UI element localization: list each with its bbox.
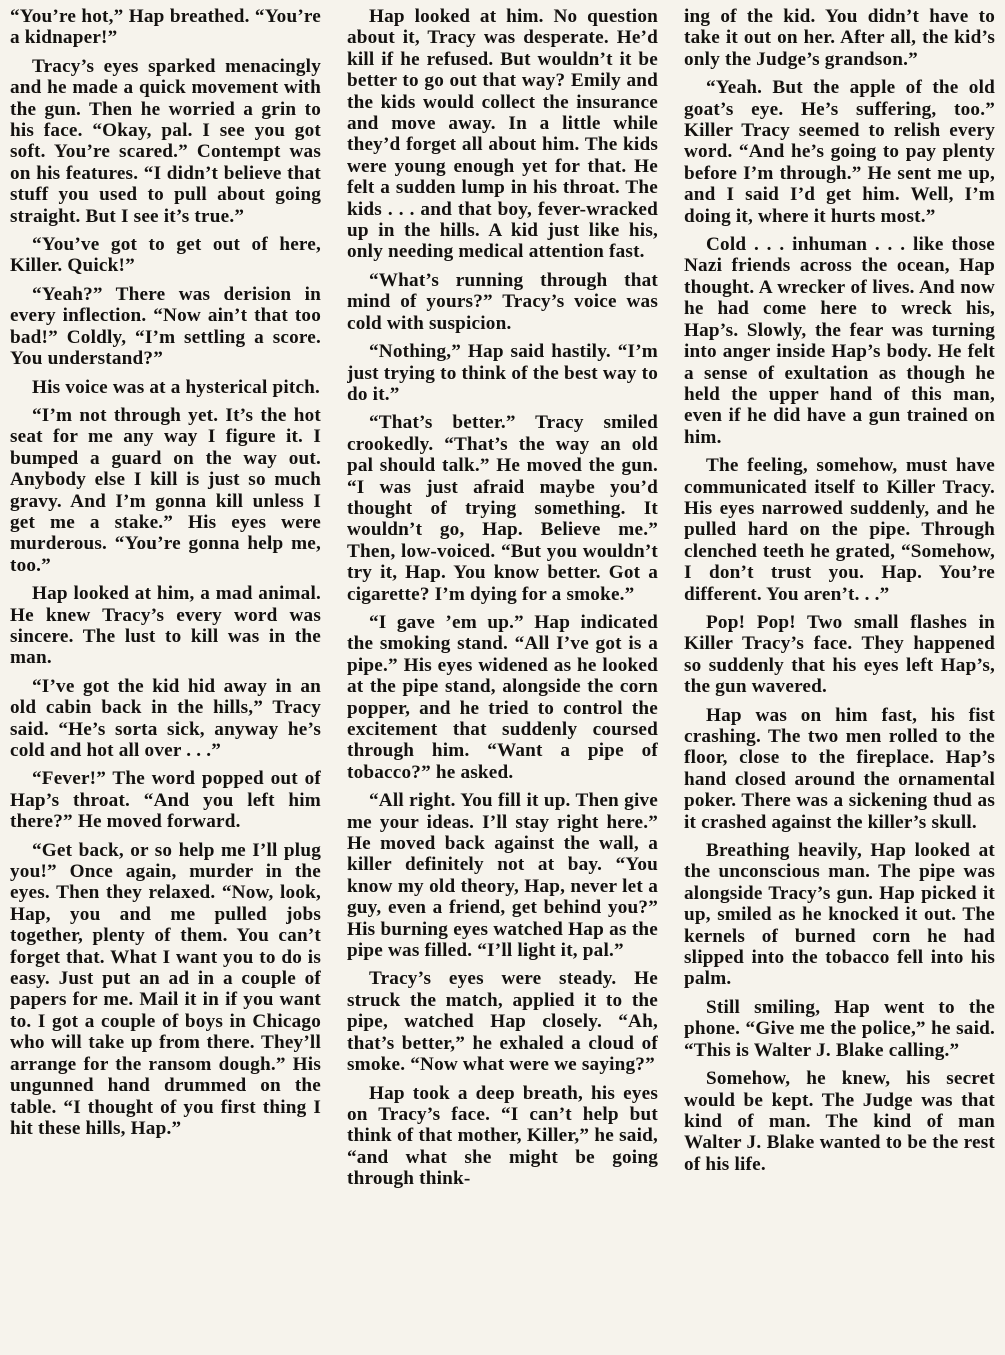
paragraph: “I’ve got the kid hid away in an old cabin back in the hills,” Tracy said. “He’s sorta sick, anyway he’s cold and hot all over . . .” [10, 675, 321, 761]
paragraph: Hap was on him fast, his fist crashing. The two men rolled to the floor, close to the fireplace. Hap’s hand closed around the ornamental poker. There was a sickening thud as it crashed against the killer’s skull. [684, 704, 995, 833]
paragraph: Breathing heavily, Hap looked at the unconscious man. The pipe was alongside Tracy’s gun. Hap picked it up, smiled as he knocked it out. The kernels of burned corn he had slipped into the tobacco fell into his palm. [684, 840, 995, 990]
paragraph: “Yeah. But the apple of the old goat’s eye. He’s suffering, too.” Killer Tracy seemed to relish every word. “And he’s going to pay plenty before I’m through.” He sent me up, and I said I’d get him. Well, I’m doing it, where it hurts most.” [684, 77, 995, 227]
paragraph: His voice was at a hysterical pitch. [32, 376, 321, 398]
text-column-2 [347, 6, 658, 1355]
paragraph: ing of the kid. You didn’t have to take it out on her. After all, the kid’s only the Judge’s grandson.” [684, 6, 995, 70]
paragraph: “What’s running through that mind of yours?” Tracy’s voice was cold with suspicion. [347, 269, 658, 334]
paragraph: Pop! Pop! Two small flashes in Killer Tracy’s face. They happened so suddenly that his eyes left Hap’s, the gun wavered. [684, 611, 995, 698]
paragraph: “I gave ’em up.” Hap indicated the smoking stand. “All I’ve got is a pipe.” His eyes widened as he looked at the pipe stand, alongside the corn popper, and he tried to control the excitement that suddenly coursed through him. “Want a pipe of tobacco?” he asked. [347, 611, 658, 783]
paragraph: “You’re hot,” Hap breathed. “You’re a kidnaper!” [10, 6, 321, 49]
paragraph: Hap looked at him. No question about it, Tracy was desperate. He’d kill if he refused. But wouldn’t it be better to go out that way? Emily and the kids would collect the insurance and move away. In a little while they’d forget all about him. The kids were young enough yet for that. He felt a sudden lump in his throat. The kids . . . and that boy, fever-wracked up in the hills. A kid just like his, only needing medical attention fast. [347, 6, 658, 263]
paragraph: “You’ve got to get out of here, Killer. Quick!” [10, 234, 321, 277]
paragraph: “Fever!” The word popped out of Hap’s throat. “And you left him there?” He moved forward. [10, 768, 321, 833]
paragraph: Somehow, he knew, his secret would be kept. The Judge was that kind of man. The kind of man Walter J. Blake wanted to be the rest of his life. [684, 1068, 995, 1175]
paragraph: The feeling, somehow, must have communicated itself to Killer Tracy. His eyes narrowed suddenly, and he pulled hard on the pipe. Through clenched teeth he grated, “Somehow, I don’t trust you. Hap. You’re different. You aren’t. . .” [684, 455, 995, 605]
paragraph: Tracy’s eyes sparked menacingly and he made a quick movement with the gun. Then he worried a grin to his face. “Okay, pal. I see you got soft. You’re scared.” Contempt was on his features. “I didn’t believe that stuff you used to pull about going straight. But I see it’s true.” [10, 55, 321, 227]
paragraph: Cold . . . inhuman . . . like those Nazi friends across the ocean, Hap thought. A wrecker of lives. And now he had come here to wreck his, Hap’s. Slowly, the fear was turning into anger inside Hap’s body. He felt a sense of exultation as though he held the upper hand of this man, even if he did have a gun trained on him. [684, 234, 995, 448]
paragraph: Still smiling, Hap went to the phone. “Give me the police,” he said. “This is Walter J. Blake calling.” [684, 996, 995, 1061]
paragraph: “That’s better.” Tracy smiled crookedly. “That’s the way an old pal should talk.” He moved the gun. “I was just afraid maybe you’d thought of trying something. It wouldn’t go, Hap. Believe me.” Then, low-voiced. “But you wouldn’t try it, Hap. You know better. Got a cigarette? I’m dying for a smoke.” [347, 412, 658, 605]
paragraph: Hap took a deep breath, his eyes on Tracy’s face. “I can’t help but think of that mother, Killer,” he said, “and what she might be going through think- [347, 1082, 658, 1190]
paragraph: Hap looked at him, a mad animal. He knew Tracy’s every word was sincere. The lust to kill was in the man. [10, 583, 321, 669]
text-column-3 [684, 6, 995, 1355]
paragraph: “Nothing,” Hap said hastily. “I’m just trying to think of the best way to do it.” [347, 341, 658, 405]
paragraph: “All right. You fill it up. Then give me your ideas. I’ll stay right here.” He moved back against the wall, a killer definitely not at bay. “You know my old theory, Hap, never let a guy, even a friend, get behind you?” His burning eyes watched Hap as the pipe was filled. “I’ll light it, pal.” [347, 790, 658, 962]
paragraph: Tracy’s eyes were steady. He struck the match, applied it to the pipe, watched Hap closely. “Ah, that’s better,” he exhaled a cloud of smoke. “Now what were we saying?” [347, 968, 658, 1076]
paragraph: “Yeah?” There was derision in every inflection. “Now ain’t that too bad!” Coldly, “I’m settling a score. You understand?” [10, 283, 321, 370]
text-column-1 [10, 6, 321, 1355]
paragraph: “Get back, or so help me I’ll plug you!” Once again, murder in the eyes. Then they relaxed. “Now, look, Hap, you and me pulled jobs together, plenty of them. You can’t forget that. What I want you to do is easy. Just put an ad in a couple of papers for me. Mail it in if you want to. I got a couple of boys in Chicago who will take up from there. They’ll arrange for the ransom dough.” His ungunned hand drummed on the table. “I thought of you first thing I hit these hills, Hap.” [10, 839, 321, 1139]
paragraph: “I’m not through yet. It’s the hot seat for me any way I figure it. I bumped a guard on the way out. Anybody else I kill is just so much gravy. And I’m gonna kill unless I get me a stake.” His eyes were murderous. “You’re gonna help me, too.” [10, 404, 321, 576]
